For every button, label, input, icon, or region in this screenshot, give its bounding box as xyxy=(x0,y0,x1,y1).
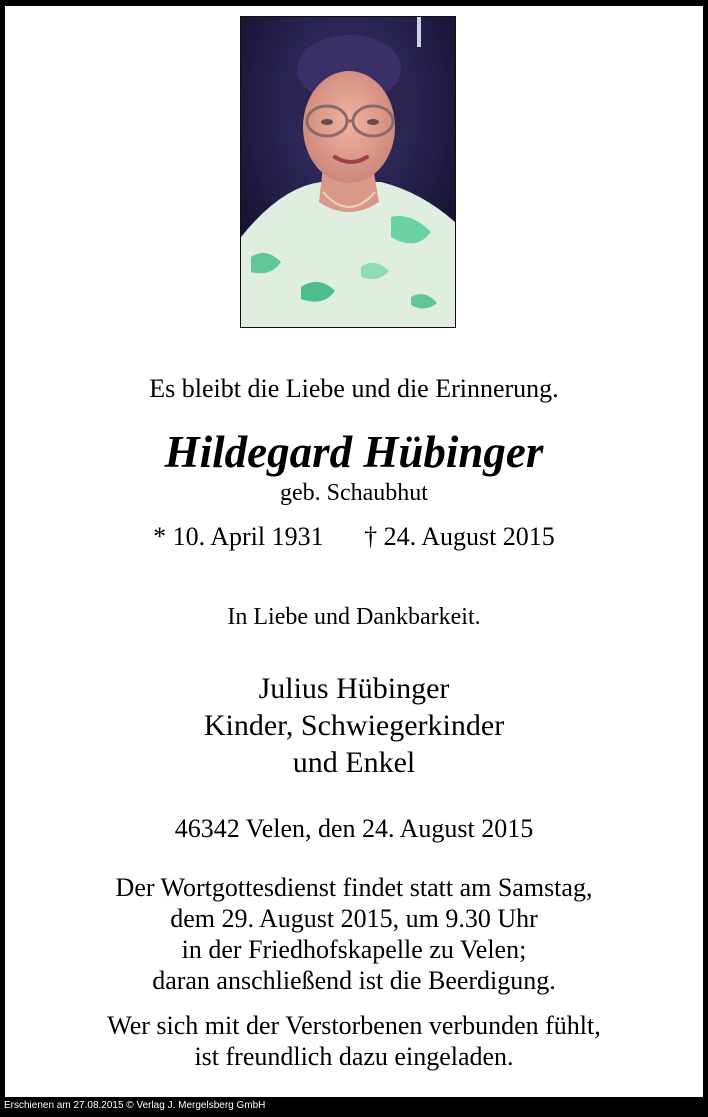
invitation xyxy=(5,1010,703,1072)
maiden-name xyxy=(5,480,703,507)
mourner-line: Kinder, Schwiegerkinder xyxy=(203,709,505,742)
mourners xyxy=(5,670,703,781)
place-and-date-text: 46342 Velen, den 24. August 2015 xyxy=(174,814,534,843)
portrait-image xyxy=(241,17,455,327)
motto xyxy=(5,374,703,404)
deceased-name-text: Hildegard Hübinger xyxy=(164,427,544,477)
death-date: † 24. August 2015 xyxy=(364,522,555,551)
service-line: Der Wortgottesdienst findet statt am Samstag, xyxy=(115,873,593,902)
thanks-line xyxy=(5,604,703,631)
mourner-line: und Enkel xyxy=(292,746,416,779)
maiden-name-text: geb. Schaubhut xyxy=(280,480,428,506)
service-line: dem 29. August 2015, um 9.30 Uhr xyxy=(170,904,538,933)
obituary-card xyxy=(5,6,703,1097)
publication-footer: Erschienen am 27.08.2015 © Verlag J. Mergelsberg GmbH xyxy=(4,1100,266,1111)
deceased-name xyxy=(5,426,703,478)
life-dates xyxy=(5,522,703,552)
service-line: in der Friedhofskapelle zu Velen; xyxy=(181,935,527,964)
place-and-date xyxy=(5,814,703,844)
portrait-photo xyxy=(240,16,456,328)
birth-date: * 10. April 1931 xyxy=(153,522,324,551)
mourner-line: Julius Hübinger xyxy=(258,672,450,705)
service-line: daran anschließend ist die Beerdigung. xyxy=(152,966,556,995)
invitation-line: Wer sich mit der Verstorbenen verbunden fühlt, xyxy=(107,1011,601,1040)
thanks-text: In Liebe und Dankbarkeit. xyxy=(227,604,481,630)
motto-text: Es bleibt die Liebe und die Erinnerung. xyxy=(149,374,559,403)
service-info xyxy=(5,872,703,996)
invitation-line: ist freundlich dazu eingeladen. xyxy=(194,1042,514,1071)
